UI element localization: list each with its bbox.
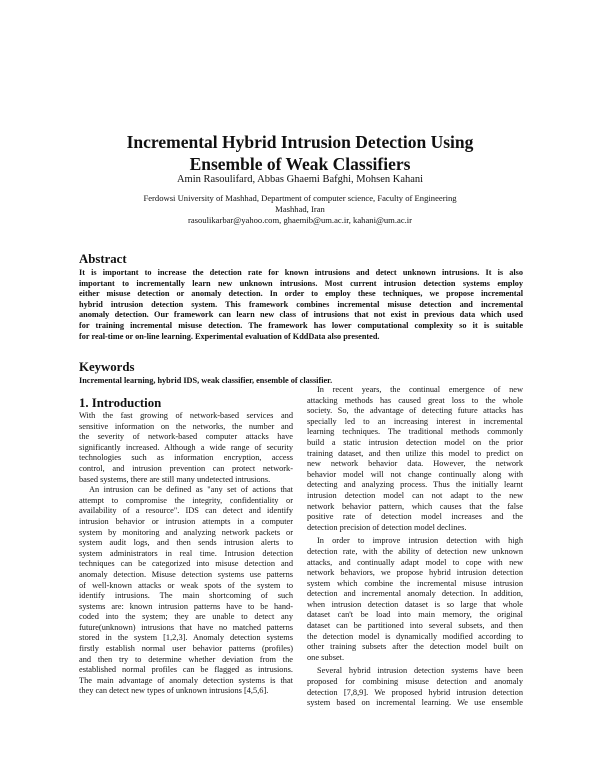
intro-line: Several hybrid intrusion detection systems have been (317, 666, 523, 676)
intro-line: learning techniques. The traditional methods commonly (307, 427, 523, 437)
intro-line: proposed for combining misuse detection and anomaly (307, 677, 523, 687)
intro-line: based systems, there are still many undetected intrusions. (79, 474, 271, 484)
abstract-line: important to incrementally learn new unknown intrusions. Most current intrusion detection systems employ (79, 278, 523, 288)
abstract-line: anomaly detection. Our framework can learn new class of intrusions that not exist in previous data which used (79, 310, 523, 320)
intro-heading: 1. Introduction (79, 396, 162, 410)
intro-line: intrusion detection model can not adapt to the new (307, 490, 523, 500)
intro-line: build a static intrusion detection model on the prior (307, 437, 523, 447)
keywords-text: Incremental learning, hybrid IDS, weak classifier, ensemble of classifier. (79, 376, 333, 385)
paper-title (60, 131, 540, 175)
intro-line: new network behavior data. However, the network (307, 459, 523, 469)
intro-line: techniques can be categorized into misuse detection and (79, 559, 293, 569)
intro-line: dataset can't be load into main memory, the original (307, 610, 523, 620)
intro-line: attacking methods has caused great loss to the whole (307, 395, 523, 405)
abstract-line: for training incremental misuse detection. The framework has lower computational complexity so it is suitable (79, 320, 523, 330)
intro-line: An intrusion can be defined as "any set of actions that (89, 485, 293, 495)
intro-line: detection rate, with the ability of detection new unknown (307, 546, 523, 556)
title-line: Ensemble of Weak Classifiers (189, 154, 411, 174)
intro-line: positive rate of detection model increases and the (307, 512, 523, 522)
intro-line: stored in the system [1,2,3]. Anomaly detection systems (79, 633, 293, 643)
intro-line: detection [7,8,9]. We proposed hybrid intrusion detection (307, 687, 523, 697)
abstract-line: It is important to increase the detection rate for known intrusions and detect unknown intrusions. It is also (79, 268, 523, 277)
intro-line: identify intrusions. The main shortcoming of such (79, 591, 293, 601)
intro-line: intrusion behavior or intrusion attempts in a computer (79, 516, 293, 526)
intro-line: system audit logs, and then sends intrusion alerts to (79, 538, 293, 548)
abstract-line: for real-time or on-line learning. Experimental evaluation of KddData also presented. (79, 331, 380, 341)
intro-line: established normal profiles can be flagged as intrusions. (79, 665, 293, 675)
intro-line: systems are: known intrusion patterns have to be hand- (79, 601, 293, 611)
intro-line: specially led to an increasing interest in incremental (307, 416, 523, 426)
intro-line: With the fast growing of network-based services and (79, 411, 293, 420)
intro-line: one subset. (307, 652, 345, 662)
intro-line: coded into the system; they are unable to detect any (79, 612, 293, 622)
intro-line: other training subsets after the detection model built on (307, 642, 523, 652)
abstract-body (79, 268, 523, 342)
intro-line: In recent years, the continual emergence of new (317, 385, 523, 394)
intro-line: network behaviors, we propose hybrid intrusion detection (307, 568, 523, 578)
intro-line: network behavior pattern, which causes that the false (307, 501, 523, 511)
intro-line: training dataset, and then utilize this model to predict on (307, 448, 523, 458)
intro-right-column (307, 385, 523, 709)
abstract-line: either misuse detection or anomaly detection. In order to employ these techniques, we propose incremental (79, 289, 523, 299)
intro-line: control, and intrusion prevention can protect network- (79, 463, 293, 473)
intro-line: the severity of network-based computer attacks have (79, 432, 293, 442)
intro-line: The main advantage of anomaly detection systems is that (79, 675, 293, 685)
intro-line: future(unknown) intrusions that have no matched patterns (79, 622, 293, 632)
intro-line: significantly increased. Although a wide range of security (79, 442, 293, 452)
intro-line: system administrators in real time. Intrusion detection (79, 548, 293, 558)
intro-line: of well-known attacks or weak spots of the system to (79, 580, 293, 590)
intro-line: when intrusion detection dataset is so large that whole (307, 599, 523, 609)
intro-line: firstly establish normal user behavior patterns (profiles) (79, 644, 293, 654)
intro-line: detection precision of detection model declines. (307, 522, 467, 532)
abstract-heading: Abstract (79, 252, 127, 266)
intro-line: they can detect new types of unknown intrusions [4,5,6]. (79, 686, 269, 696)
intro-line: detection and incremental anomaly detection. In addition, (307, 589, 523, 599)
intro-line: availability of a resource". IDS can detect and identify (79, 506, 293, 516)
abstract-line: hybrid intrusion detection system. This framework combines incremental misuse detection and incremental (79, 299, 523, 309)
affiliation-line: Mashhad, Iran (275, 203, 325, 214)
intro-line: In order to improve intrusion detection with high (317, 536, 523, 546)
intro-line: technologies such as information encryption, access (79, 453, 293, 463)
intro-line: system based on incremental learning. We use ensemble (307, 698, 523, 708)
intro-line: and then try to determine whether deviation from the (79, 654, 293, 664)
intro-line: dataset can be partitioned into several subsets, and then (307, 621, 523, 631)
intro-line: the detection model is dynamically modified according to (307, 631, 523, 641)
affiliation-emails: rasoulikarbar@yahoo.com, ghaemib@um.ac.ir, kahani@um.ac.ir (187, 214, 413, 225)
intro-line: society. So, the advantage of detecting future attacks has (307, 406, 523, 416)
affiliation (60, 193, 540, 225)
intro-line: attacks, and continually adapt model to cope with new (307, 557, 523, 567)
title-line: Incremental Hybrid Intrusion Detection Using (126, 132, 474, 152)
intro-line: system which combine the incremental misuse intrusion (307, 578, 523, 588)
intro-line: sensitive information on the networks, the number and (79, 421, 293, 431)
authors: Amin Rasoulifard, Abbas Ghaemi Bafghi, Mohsen Kahani (176, 174, 424, 185)
intro-line: detecting and analyzing process. Thus the initially learnt (307, 480, 523, 490)
affiliation-line: Ferdowsi University of Mashhad, Department of computer science, Faculty of Engineering (143, 193, 457, 203)
keywords-heading: Keywords (79, 360, 135, 374)
intro-line: anomaly detection. Misuse detection systems use patterns (79, 569, 293, 579)
intro-line: system by monitoring and analyzing network packets or (79, 527, 293, 537)
intro-line: behavior model will not change continually along with (307, 469, 523, 479)
intro-left-column (79, 411, 293, 697)
intro-line: attempt to compromise the integrity, confidentiality or (79, 495, 293, 505)
